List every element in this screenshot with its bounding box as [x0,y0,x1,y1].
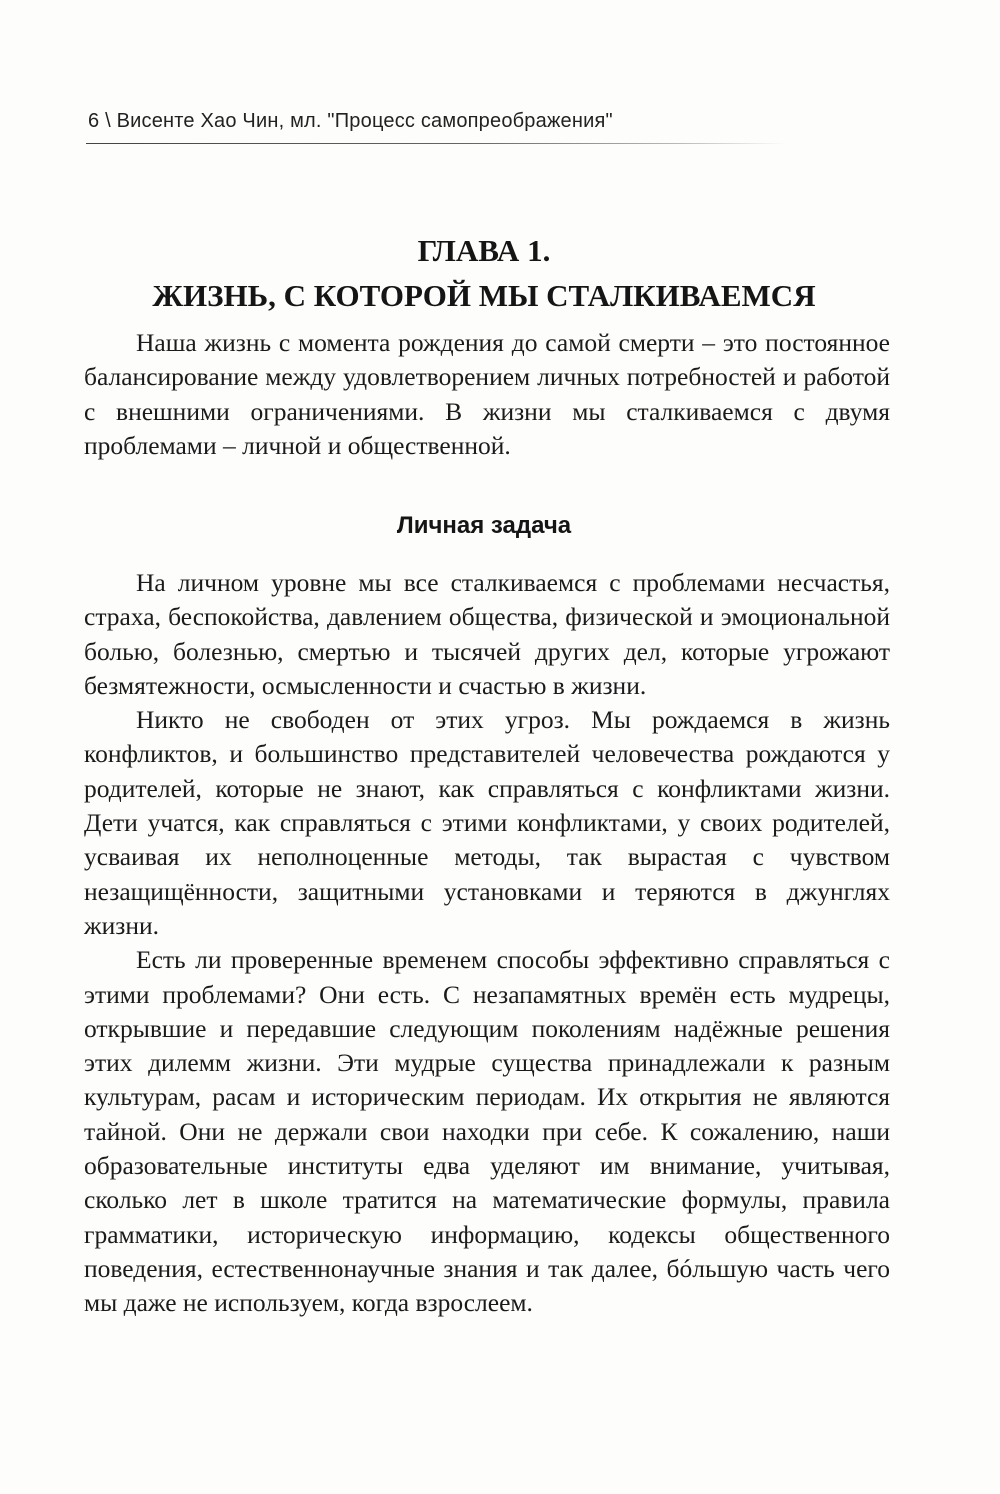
section-paragraph-1: На личном уровне мы все сталкиваемся с проблемами несчастья, страха, беспокойства, давлением общества, физической и эмоциональной болью, болезнью, смертью и тысячей других дел, которые угрожают безмятежности, осмысленности и счастью в жизни. [84,568,890,700]
chapter-number: ГЛАВА 1. [417,233,551,268]
header-rule [86,143,786,144]
section-heading: Личная задача [396,512,572,539]
section-paragraph-3: Есть ли проверенные временем способы эффективно справляться с этими проблемами? Они есть. С незапамятных времён есть мудрецы, открывшие и передавшие следующим поколениям надёжные решения этих дилемм жизни. Эти мудрые существа принадлежали к разным культурам, расам и историческим периодам. Их открытия не являются тайной. Они не держали свои находки при себе. К сожалению, наши образовательные институты едва уделяют им внимание, учитывая, сколько лет в школе тратится на математические формулы, правила грамматики, историческую информацию, кодексы общественного поведения, естественнонаучные знания и так далее, бóльшую часть чего мы даже не используем, когда взрослеем. [84,945,890,1318]
intro-paragraph: Наша жизнь с момента рождения до самой смерти – это постоянное балансирование между удовлетворением личных потребностей и работой с внешними ограничениями. В жизни мы сталкиваемся с двумя проблемами – личной и общественной. [84,328,890,460]
intro-text [84,326,890,463]
chapter-title [84,228,884,318]
section-paragraph-2: Никто не свободен от этих угроз. Мы рождаемся в жизнь конфликтов, и большинство представителей человечества рождаются у родителей, которые не знают, как справляться с конфликтами жизни. Дети учатся, как справляться с этими конфликтами, у своих родителей, усваивая их неполноценные методы, так вырастая с чувством незащищённости, защитными установками и теряются в джунглях жизни. [84,705,890,940]
running-head: 6 \ Висенте Хао Чин, мл. "Процесс самопреображения" [88,110,613,132]
chapter-name: ЖИЗНЬ, С КОТОРОЙ МЫ СТАЛКИВАЕМСЯ [152,278,816,313]
section-text [84,566,890,1321]
